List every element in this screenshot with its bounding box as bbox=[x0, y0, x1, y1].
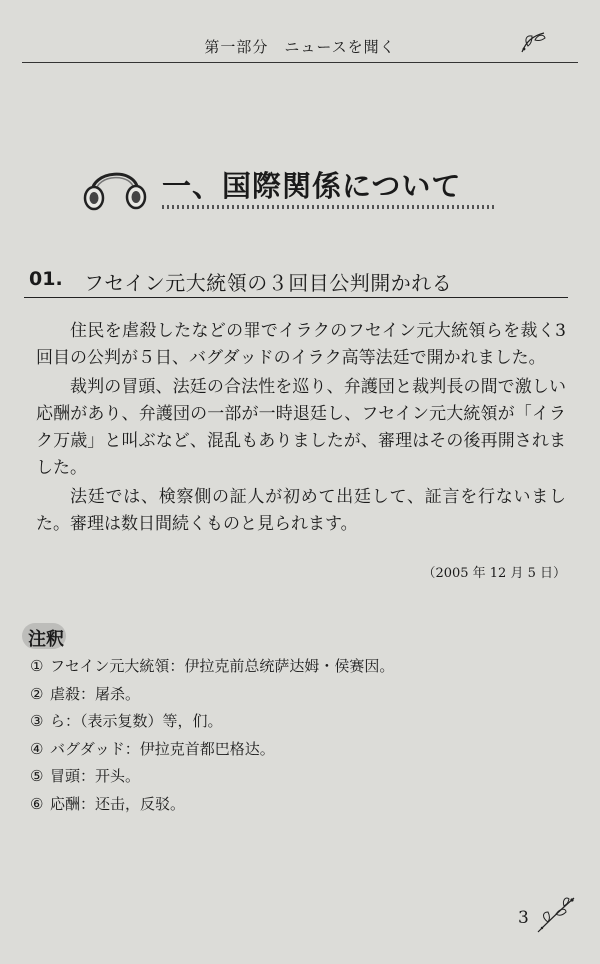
note-mark: ① bbox=[30, 657, 44, 675]
section-heading bbox=[24, 265, 568, 298]
chapter-underline bbox=[162, 205, 494, 209]
note-item bbox=[30, 653, 394, 681]
section-number: 01. bbox=[29, 268, 63, 290]
flower-ornament-icon bbox=[534, 892, 578, 940]
headphones-icon bbox=[80, 158, 150, 218]
notes-label: 注釈 bbox=[28, 625, 64, 651]
page-number: 3 bbox=[518, 908, 529, 928]
article-paragraph: 裁判の冒頭、法廷の合法性を巡り、弁護団と裁判長の間で激しい応酬があり、弁護団の一部が一時退廷し、フセイン元大統領が「イラク万歳」と叫ぶなど、混乱もありましたが、審理はその後再開されました。 bbox=[36, 377, 566, 478]
note-mark: ③ bbox=[30, 712, 44, 730]
note-item bbox=[30, 681, 394, 709]
notes-list bbox=[30, 653, 394, 818]
note-mark: ② bbox=[30, 684, 44, 703]
note-mark: ⑤ bbox=[30, 767, 44, 785]
note-mark: ④ bbox=[30, 739, 44, 758]
header-title: 第一部分 ニュースを聞く bbox=[204, 38, 396, 56]
note-text: 冒頭：开头。 bbox=[50, 767, 141, 785]
note-item bbox=[30, 791, 394, 819]
leaf-ornament-icon bbox=[518, 30, 548, 60]
note-mark: ⑥ bbox=[30, 794, 44, 813]
note-item bbox=[30, 708, 394, 736]
note-item bbox=[30, 763, 394, 791]
article-paragraph: 法廷では、検察側の証人が初めて出廷して、証言を行ないました。審理は数日間続くものと見られます。 bbox=[36, 487, 566, 534]
section-title: フセイン元大統領の３回目公判開かれる bbox=[84, 271, 453, 295]
note-text: ら：（表示复数）等，们。 bbox=[50, 712, 223, 730]
note-item bbox=[30, 736, 394, 764]
article-paragraph: 住民を虐殺したなどの罪でイラクのフセイン元大統領らを裁く3回目の公判が５日、バグダッドのイラク高等法廷で開かれました。 bbox=[36, 321, 566, 368]
note-text: 応酬：还击，反驳。 bbox=[50, 794, 186, 813]
article-body bbox=[36, 318, 566, 540]
note-text: 虐殺：屠杀。 bbox=[50, 684, 141, 703]
chapter-heading bbox=[80, 158, 500, 218]
running-header bbox=[22, 28, 578, 63]
article-date: （2005 年 12 月 5 日） bbox=[422, 566, 566, 581]
chapter-title: 一、国際関係について bbox=[162, 169, 462, 203]
note-text: バグダッド：伊拉克首都巴格达。 bbox=[50, 739, 275, 758]
note-text: フセイン元大統領：伊拉克前总统萨达姆・侯赛因。 bbox=[50, 657, 395, 675]
